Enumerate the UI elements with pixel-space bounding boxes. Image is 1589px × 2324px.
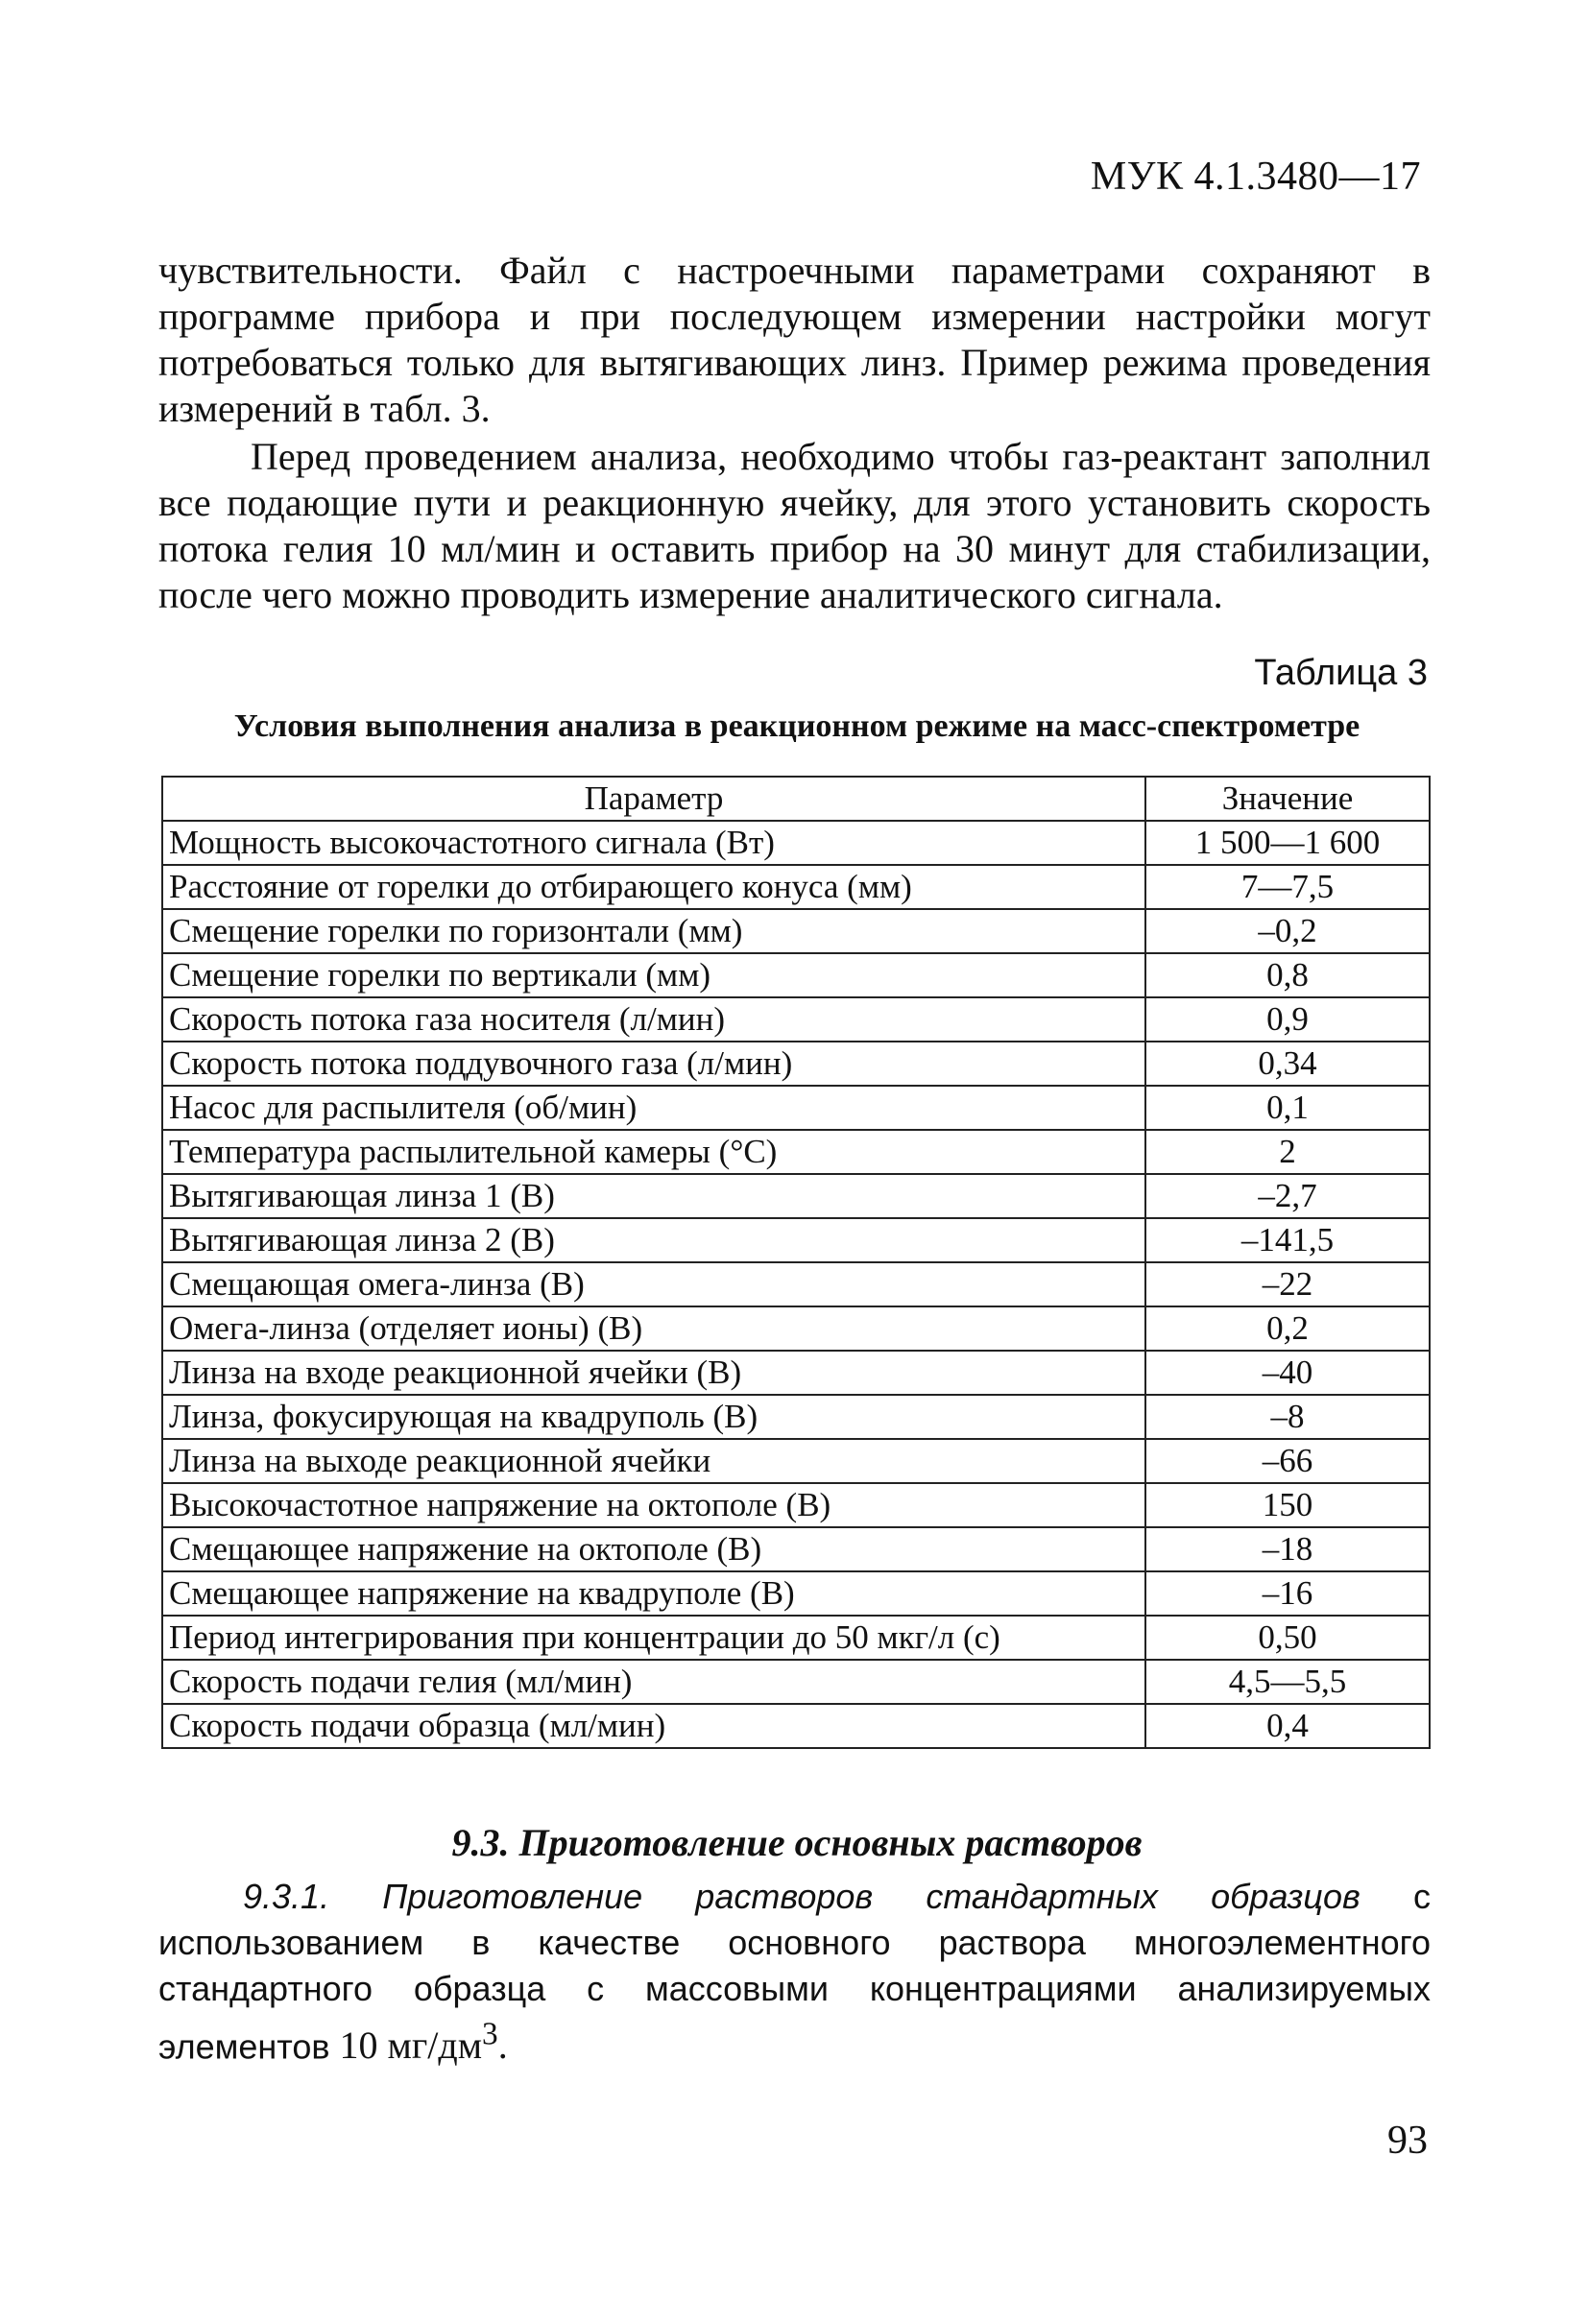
table-row <box>162 1174 1430 1218</box>
table-row <box>162 1218 1430 1262</box>
parameter-cell: Насос для распылителя (об/мин) <box>162 1086 1145 1130</box>
table-row <box>162 1395 1430 1439</box>
value-cell: 1 500—1 600 <box>1145 821 1430 865</box>
table-row <box>162 1616 1430 1660</box>
parameter-cell: Смещение горелки по горизонтали (мм) <box>162 909 1145 953</box>
value-cell: –40 <box>1145 1351 1430 1395</box>
value-cell: 0,2 <box>1145 1306 1430 1351</box>
value-cell: –16 <box>1145 1571 1430 1616</box>
table-row <box>162 1306 1430 1351</box>
table-row <box>162 909 1430 953</box>
parameter-cell: Мощность высокочастотного сигнала (Вт) <box>162 821 1145 865</box>
column-header-value: Значение <box>1145 777 1430 821</box>
paragraph-subsection <box>158 1874 1431 2070</box>
value-cell: 4,5—5,5 <box>1145 1660 1430 1704</box>
document-code: МУК 4.1.3480—17 <box>1090 155 1421 199</box>
parameter-cell: Смещающее напряжение на квадруполе (В) <box>162 1571 1145 1616</box>
parameter-cell: Скорость подачи гелия (мл/мин) <box>162 1660 1145 1704</box>
value-cell: –66 <box>1145 1439 1430 1483</box>
table-row <box>162 1483 1430 1527</box>
value-cell: 0,34 <box>1145 1042 1430 1086</box>
parameter-cell: Скорость подачи образца (мл/мин) <box>162 1704 1145 1748</box>
table-row <box>162 1042 1430 1086</box>
value-cell: 0,1 <box>1145 1086 1430 1130</box>
subsection-text: с использованием в качестве основного раствора многоэлементного стандартного образца с массовыми концентрациями анализируемых элементов <box>158 1877 1431 2067</box>
table-row <box>162 1571 1430 1616</box>
subsection-number: 9.3.1. <box>243 1877 330 1916</box>
table-row <box>162 1351 1430 1395</box>
table-row <box>162 997 1430 1042</box>
value-cell: –2,7 <box>1145 1174 1430 1218</box>
value-cell: –22 <box>1145 1262 1430 1306</box>
paragraph-preparation: Перед проведением анализа, необходимо чтобы газ-реактант заполнил все подающие пути и реакционную ячейку, для этого установить скорость потока гелия 10 мл/мин и оставить прибор на 30 минут для стабилизации, после чего можно проводить измерение аналитического сигнала. <box>158 435 1431 616</box>
parameters-table <box>161 776 1431 1749</box>
parameter-cell: Период интегрирования при концентрации до 50 мкг/л (с) <box>162 1616 1145 1660</box>
parameter-cell: Скорость потока поддувочного газа (л/мин) <box>162 1042 1145 1086</box>
value-cell: –0,2 <box>1145 909 1430 953</box>
value-cell: 2 <box>1145 1130 1430 1174</box>
value-cell: 0,50 <box>1145 1616 1430 1660</box>
table-row <box>162 1262 1430 1306</box>
parameter-cell: Смещающее напряжение на октополе (В) <box>162 1527 1145 1571</box>
parameter-cell: Смещающая омега-линза (В) <box>162 1262 1145 1306</box>
table-row <box>162 821 1430 865</box>
value-cell: 0,4 <box>1145 1704 1430 1748</box>
parameter-cell: Вытягивающая линза 2 (В) <box>162 1218 1145 1262</box>
table-row <box>162 865 1430 909</box>
value-cell: 0,9 <box>1145 997 1430 1042</box>
table-body <box>162 821 1430 1748</box>
page-number: 93 <box>1387 2119 1428 2163</box>
parameter-cell: Расстояние от горелки до отбирающего конуса (мм) <box>162 865 1145 909</box>
table-row <box>162 1704 1430 1748</box>
parameter-cell: Высокочастотное напряжение на октополе (В) <box>162 1483 1145 1527</box>
value-cell: 150 <box>1145 1483 1430 1527</box>
value-cell: –8 <box>1145 1395 1430 1439</box>
value-cell: 0,8 <box>1145 953 1430 997</box>
table-row <box>162 953 1430 997</box>
table-row <box>162 1086 1430 1130</box>
column-header-param: Параметр <box>162 777 1145 821</box>
table-title: Условия выполнения анализа в реакционном режиме на масс-спектрометре <box>233 708 1360 744</box>
table-header-row <box>162 777 1430 821</box>
value-cell: –141,5 <box>1145 1218 1430 1262</box>
value-cell: –18 <box>1145 1527 1430 1571</box>
parameter-cell: Линза, фокусирующая на квадруполь (В) <box>162 1395 1145 1439</box>
section-heading: 9.3. Приготовление основных растворов <box>451 1821 1143 1864</box>
value-cell: 7—7,5 <box>1145 865 1430 909</box>
parameter-cell: Вытягивающая линза 1 (В) <box>162 1174 1145 1218</box>
table-row <box>162 1527 1430 1571</box>
subsection-value: 10 мг/дм <box>339 2024 483 2068</box>
parameter-cell: Смещение горелки по вертикали (мм) <box>162 953 1145 997</box>
subsection-superscript: 3 <box>482 2017 498 2052</box>
table-row <box>162 1130 1430 1174</box>
table-label: Таблица 3 <box>1254 653 1428 693</box>
subsection-end: . <box>497 2024 508 2068</box>
parameter-cell: Линза на входе реакционной ячейки (В) <box>162 1351 1145 1395</box>
table-row <box>162 1660 1430 1704</box>
subsection-title: Приготовление растворов стандартных образцов <box>382 1877 1360 1916</box>
parameter-cell: Линза на выходе реакционной ячейки <box>162 1439 1145 1483</box>
table-row <box>162 1439 1430 1483</box>
paragraph-sensitivity: чувствительности. Файл с настроечными параметрами сохраняют в программе прибора и при последующем измерении настройки могут потребоваться только для вытягивающих линз. Пример режима проведения измерений в табл. 3. <box>158 249 1431 430</box>
parameter-cell: Скорость потока газа носителя (л/мин) <box>162 997 1145 1042</box>
parameter-cell: Температура распылительной камеры (°С) <box>162 1130 1145 1174</box>
parameter-cell: Омега-линза (отделяет ионы) (В) <box>162 1306 1145 1351</box>
